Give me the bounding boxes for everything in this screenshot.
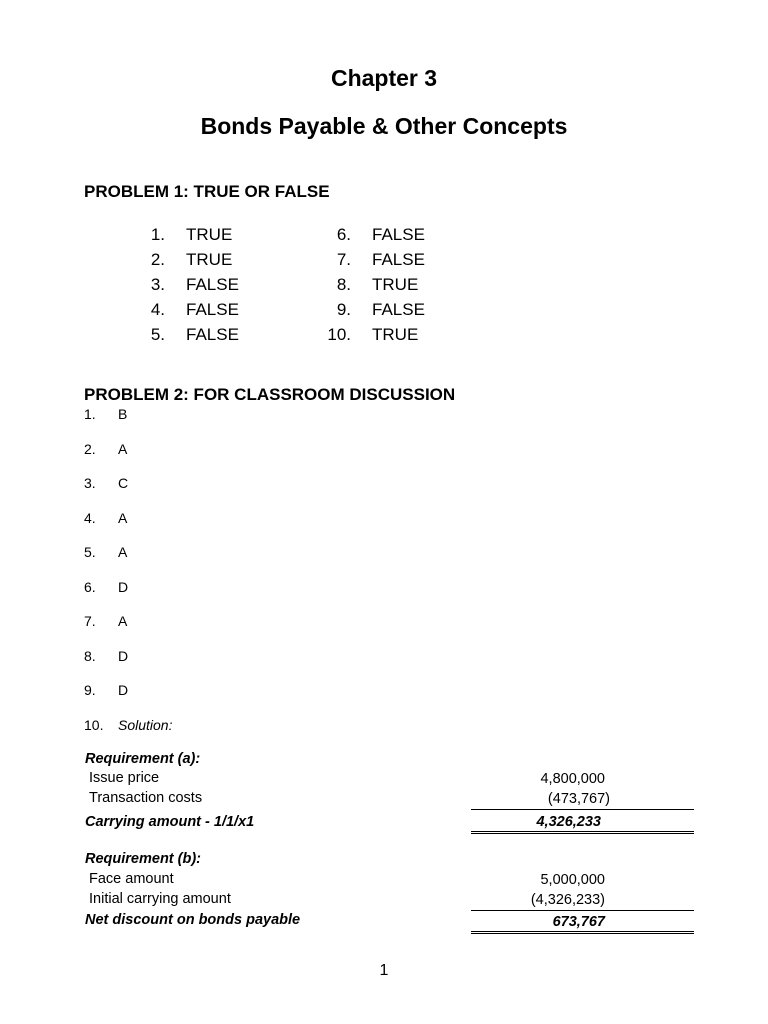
list-item-number: 6. (84, 579, 96, 595)
page-title: Bonds Payable & Other Concepts (200, 113, 568, 139)
list-item-number: 3. (84, 475, 96, 491)
subtotal-rule (471, 910, 694, 911)
list-item-number: 5. (84, 544, 96, 560)
list-item-answer: B (118, 406, 128, 422)
face-amount-amount: 5,000,000 (540, 872, 605, 888)
transaction-costs-amount: (473,767) (547, 791, 610, 807)
list-item-number: 6. (336, 225, 351, 244)
total-double-rule (471, 931, 694, 934)
list-item-number: 9. (336, 300, 351, 319)
transaction-costs-label: Transaction costs (89, 790, 203, 806)
list-item-answer: FALSE (186, 325, 239, 344)
list-item-number: 5. (150, 325, 165, 344)
requirement-a-heading: Requirement (a): (85, 751, 201, 767)
net-discount-total: 673,767 (552, 914, 605, 930)
list-item-number: 7. (336, 250, 351, 269)
issue-price-label: Issue price (89, 770, 160, 786)
subtotal-rule (471, 809, 694, 810)
list-item-number: 8. (84, 648, 96, 664)
list-item-number: 3. (150, 275, 165, 294)
list-item-number: 10. (327, 325, 351, 344)
list-item-number: 7. (84, 613, 96, 629)
list-item-answer: C (118, 475, 129, 491)
solution-label: Solution: (118, 717, 173, 733)
list-item-answer: TRUE (372, 325, 419, 344)
list-item-number: 1. (84, 406, 96, 422)
list-item-number: 4. (84, 510, 96, 526)
list-item-answer: TRUE (186, 225, 233, 244)
problem2-heading: PROBLEM 2: FOR CLASSROOM DISCUSSION (84, 385, 456, 404)
requirement-b-heading: Requirement (b): (85, 851, 201, 867)
list-item-number: 10. (84, 717, 104, 733)
carrying-amount-label: Carrying amount - 1/1/x1 (85, 814, 255, 830)
total-double-rule (471, 831, 694, 834)
net-discount-label: Net discount on bonds payable (85, 912, 301, 928)
list-item-answer: TRUE (186, 250, 233, 269)
list-item-answer: FALSE (186, 275, 239, 294)
list-item-answer: TRUE (372, 275, 419, 294)
list-item-answer: A (118, 441, 128, 457)
issue-price-amount: 4,800,000 (540, 771, 605, 787)
list-item-answer: D (118, 579, 129, 595)
list-item-answer: D (118, 682, 129, 698)
initial-carrying-amount-amount: (4,326,233) (530, 892, 605, 908)
list-item-number: 2. (150, 250, 165, 269)
list-item-answer: FALSE (372, 300, 425, 319)
list-item-answer: FALSE (186, 300, 239, 319)
list-item-answer: FALSE (372, 225, 425, 244)
initial-carrying-amount-label: Initial carrying amount (89, 891, 231, 907)
list-item-answer: FALSE (372, 250, 425, 269)
list-item-answer: A (118, 613, 128, 629)
list-item-number: 4. (150, 300, 165, 319)
list-item-number: 9. (84, 682, 96, 698)
problem1-heading: PROBLEM 1: TRUE OR FALSE (84, 182, 330, 201)
list-item-answer: A (118, 544, 128, 560)
list-item-number: 1. (150, 225, 165, 244)
chapter-title: Chapter 3 (330, 65, 438, 91)
list-item-number: 8. (336, 275, 351, 294)
face-amount-label: Face amount (89, 871, 174, 887)
list-item-answer: A (118, 510, 128, 526)
page-number: 1 (379, 962, 389, 979)
list-item-answer: D (118, 648, 129, 664)
list-item-number: 2. (84, 441, 96, 457)
carrying-amount-total: 4,326,233 (536, 814, 601, 830)
